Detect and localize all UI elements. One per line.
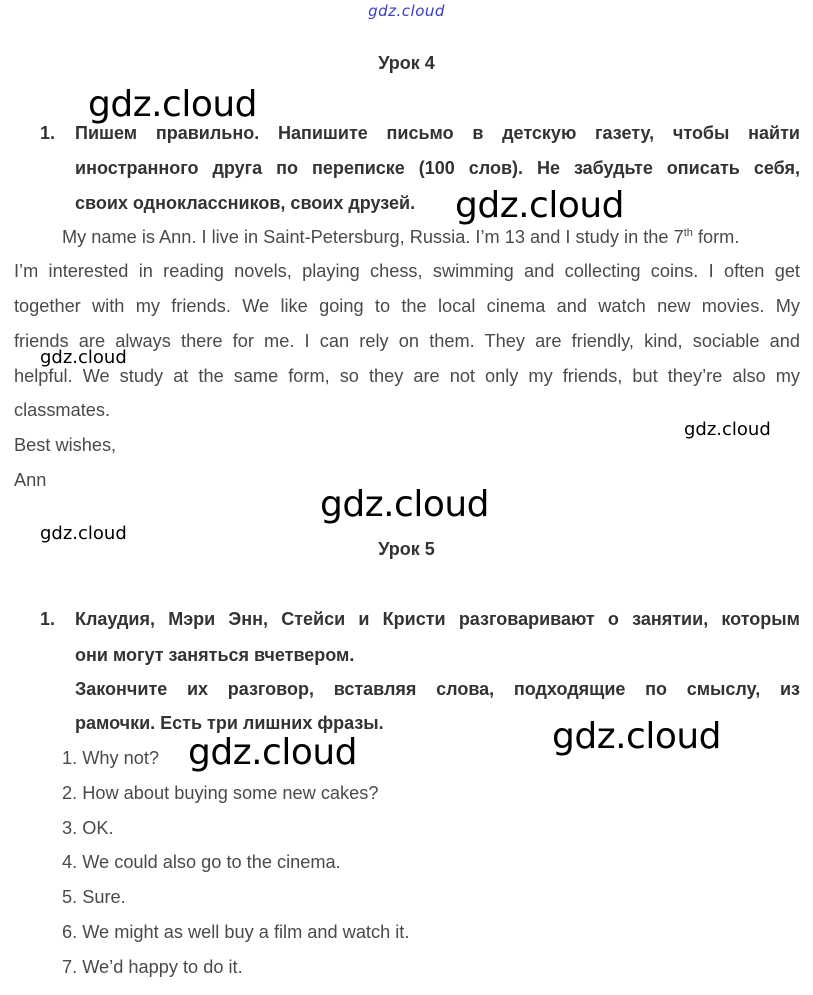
letter-line: together with my friends. We like going to the local cinema and watch new movies. My — [14, 296, 800, 316]
watermark: gdz.cloud — [320, 484, 490, 525]
watermark: gdz.cloud — [188, 732, 358, 773]
answer-item: 2. How about buying some new cakes? — [62, 783, 379, 803]
answer-item: 5. Sure. — [62, 887, 126, 907]
answer-item: 4. We could also go to the cinema. — [62, 852, 341, 872]
watermark: gdz.cloud — [40, 523, 127, 544]
letter-line: helpful. We study at the same form, so they are not only my friends, but they’re also my — [14, 366, 800, 386]
lesson-4-task-line: своих одноклассников, своих друзей. — [75, 193, 416, 213]
lesson-5-task-line: Закончите их разговор, вставляя слова, подходящие по смыслу, из — [75, 679, 800, 699]
letter-signature: Ann — [14, 470, 47, 490]
watermark: gdz.cloud — [40, 347, 127, 368]
answer-item: 3. OK. — [62, 818, 114, 838]
answer-item: 1. Why not? — [62, 748, 160, 768]
letter-closing: Best wishes, — [14, 435, 117, 455]
lesson-5-title: Урок 5 — [378, 539, 435, 559]
ordinal-suffix: th — [683, 227, 693, 239]
letter-line: friends are always there for me. I can rely on them. They are friendly, kind, sociable and — [14, 331, 800, 351]
answer-item: 7. We’d happy to do it. — [62, 957, 243, 977]
lesson-4-title: Урок 4 — [378, 53, 435, 73]
watermark: gdz.cloud — [684, 419, 771, 440]
lesson-4-task-number: 1. — [40, 123, 56, 143]
lesson-5-task-line: рамочки. Есть три лишних фразы. — [75, 713, 384, 733]
watermark: gdz.cloud — [455, 185, 625, 226]
lesson-4-task-line: иностранного друга по переписке (100 слов). Не забудьте описать себя, — [75, 158, 800, 178]
letter-line: I’m interested in reading novels, playing chess, swimming and collecting coins. I often get — [14, 261, 800, 281]
letter-line: classmates. — [14, 400, 111, 420]
watermark: gdz.cloud — [88, 84, 258, 125]
lesson-5-task-number: 1. — [40, 609, 56, 629]
letter-line: My name is Ann. I live in Saint-Petersburg, Russia. I’m 13 and I study in the 7th form. — [62, 227, 740, 248]
watermark: gdz.cloud — [552, 716, 722, 757]
lesson-4-task-line: Пишем правильно. Напишите письмо в детскую газету, чтобы найти — [75, 123, 800, 143]
answer-item: 6. We might as well buy a film and watch it. — [62, 922, 410, 942]
lesson-5-task-line: они могут заняться вчетвером. — [75, 645, 355, 665]
lesson-5-task-line: Клаудия, Мэри Энн, Стейси и Кристи разговаривают о занятии, которым — [75, 609, 800, 629]
site-logo[interactable]: gdz.cloud — [368, 2, 445, 20]
